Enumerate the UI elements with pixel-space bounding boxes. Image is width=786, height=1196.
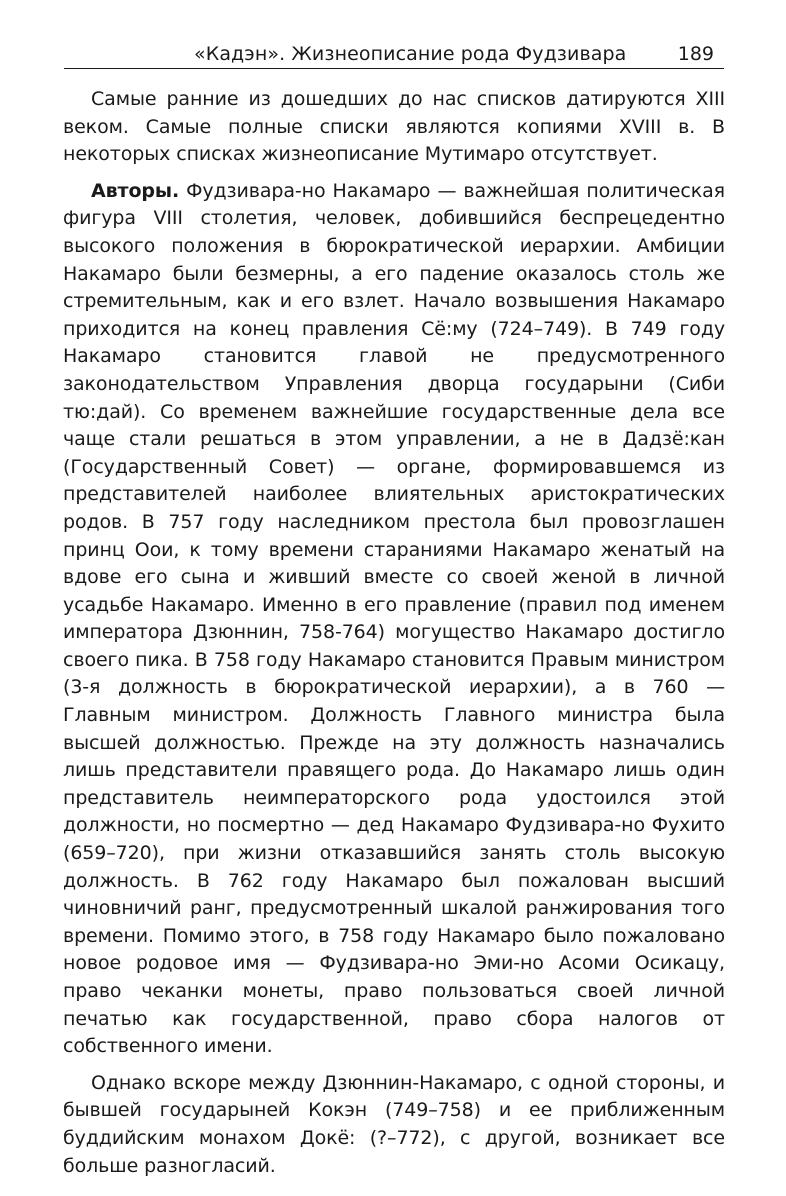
body-text xyxy=(63,86,725,1180)
paragraph-text: Самые ранние из дошедших до нас списков датируются XIII веком. Самые полные списки являются копиями XVIII в. В некоторых списках жизнеописание Мутимаро отсутствует. xyxy=(63,88,725,166)
paragraph-text: Фудзивара-но Накамаро — важнейшая политическая фигура VIII столетия, человек, добившийся беспрецедентно высокого положения в бюрократической иерархии. Амбиции Накамаро были безмерны, а его падение оказалось столь же стремительным, как и его взлет. Начало возвышения Накамаро приходится на конец правления Сё:му (724–749). В 749 году Накамаро становится главой не предусмотренного законодательством Управления дворца государыни (Сиби тю:дай). Со временем важнейшие государственные дела все чаще стали решаться в этом управлении, а не в Дадзё:кан (Государственный Совет) — органе, формировавшемся из представителей наиболее влиятельных аристократических родов. В 757 году наследником престола был провозглашен принц Ooи, к тому времени стараниями Накамаро женатый на вдове его сына и живший вместе со своей женой в личной усадьбе Накамаро. Именно в его правление (правил под именем императора Дзюннин, 758-764) могущество Накамаро достигло своего пика. В 758 году Накамаро становится Правым министром (3-я должность в бюрократической иерархии), а в 760 — Главным министром. Должность Главного министра была высшей должностью. Прежде на эту должность назначались лишь представители правящего рода. До Накамаро лишь один представитель неимператорского рода удостоился этой должности, но посмертно — дед Накамаро Фудзивара-но Фухито (659–720), при жизни отказавшийся занять столь высокую должность. В 762 году Накамаро был пожалован высший чиновничий ранг, предусмотренный шкалой ранжирования того времени. Помимо этого, в 758 году Накамаро было пожаловано новое родовое имя — Фудзивара-но Эми-но Асоми Осикацу, право чеканки монеты, право пользоваться своей личной печатью как государственной, право сбора налогов от собственного имени. xyxy=(63,179,725,1058)
paragraph-authors xyxy=(63,178,725,1061)
running-title: «Кадэн». Жизнеописание рода Фудзивара xyxy=(194,43,627,65)
paragraph-text: Однако вскоре между Дзюннин-Накамаро, с одной стороны, и бывшей государыней Кокэн (749–758) и ее приближенным буддийским монахом Докё: (?–772), с другой, возникает все больше разногласий. xyxy=(63,1071,725,1177)
paragraph-manuscripts xyxy=(63,86,725,169)
page-number: 189 xyxy=(677,43,714,65)
running-head xyxy=(64,42,724,70)
header-rule xyxy=(64,68,724,69)
paragraph-conflict xyxy=(63,1070,725,1180)
section-lead-in: Авторы. xyxy=(91,179,180,202)
